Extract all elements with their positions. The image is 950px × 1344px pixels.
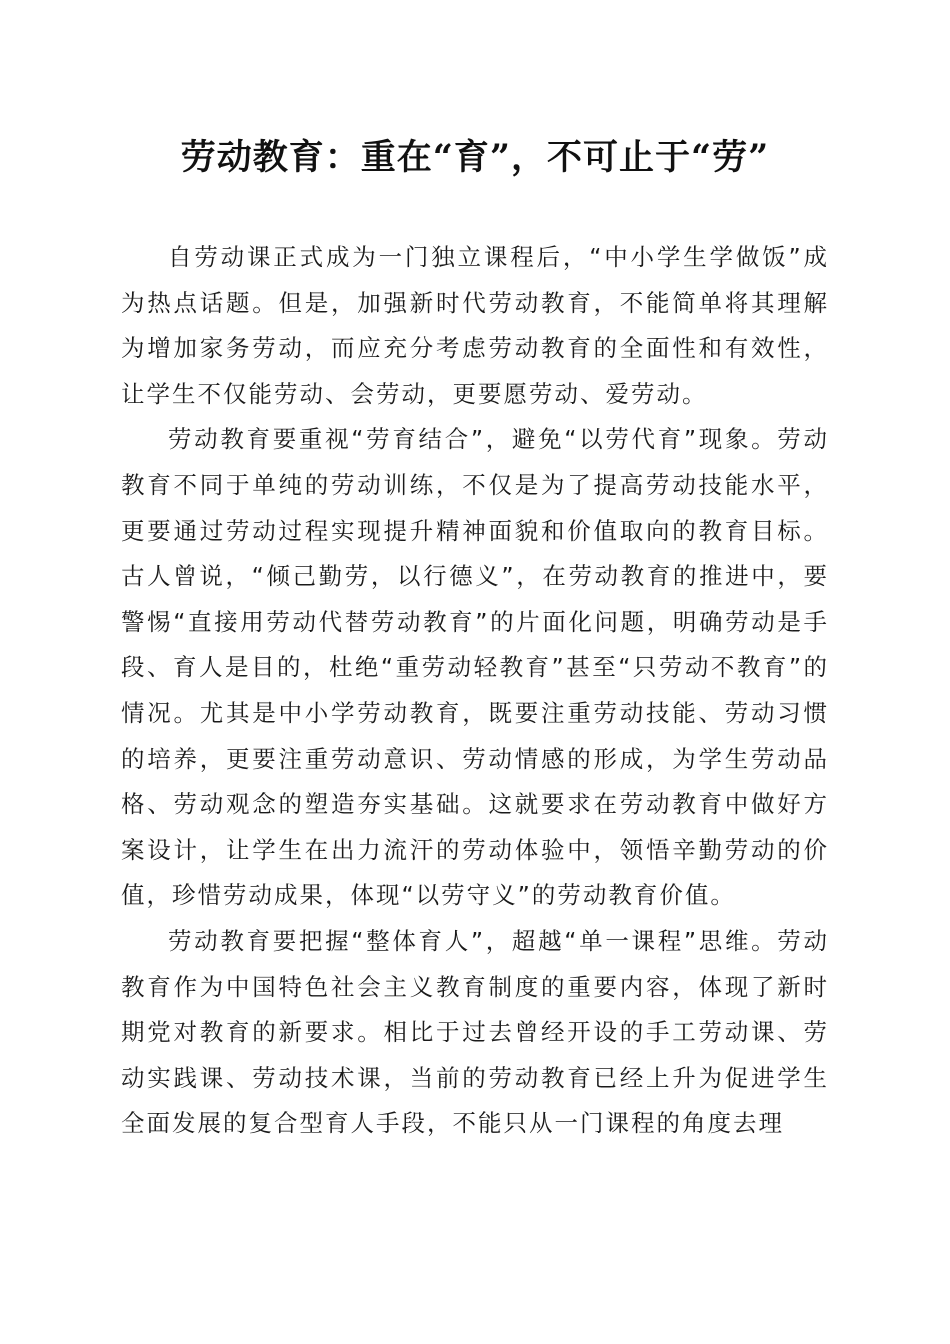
paragraph-1: 自劳动课正式成为一门独立课程后，“中小学生学做饭”成为热点话题。但是，加强新时代劳动教育，不能简单将其理解为增加家务劳动，而应充分考虑劳动教育的全面性和有效性，让学生不仅能劳动、会劳动，更要愿劳动、爱劳动。 (121, 243, 829, 408)
document-title: 劳动教育：重在“育”，不可止于“劳” (180, 137, 770, 178)
paragraph-2: 劳动教育要重视“劳育结合”，避免“以劳代育”现象。劳动教育不同于单纯的劳动训练，不仅是为了提高劳动技能水平，更要通过劳动过程实现提升精神面貌和价值取向的教育目标。古人曾说，“倾己勤劳，以行德义”，在劳动教育的推进中，要警惕“直接用劳动代替劳动教育”的片面化问题，明确劳动是手段、育人是目的，杜绝“重劳动轻教育”甚至“只劳动不教育”的情况。尤其是中小学劳动教育，既要注重劳动技能、劳动习惯的培养，更要注重劳动意识、劳动情感的形成，为学生劳动品格、劳动观念的塑造夯实基础。这就要求在劳动教育中做好方案设计，让学生在出力流汗的劳动体验中，领悟辛勤劳动的价值，珍惜劳动成果，体现“以劳守义”的劳动教育价值。 (121, 425, 829, 910)
paragraph-3: 劳动教育要把握“整体育人”，超越“单一课程”思维。劳动教育作为中国特色社会主义教育制度的重要内容，体现了新时期党对教育的新要求。相比于过去曾经开设的手工劳动课、劳动实践课、劳动技术课，当前的劳动教育已经上升为促进学生全面发展的复合型育人手段，不能只从一门课程的角度去理 (121, 926, 829, 1138)
document-body (121, 235, 829, 1147)
